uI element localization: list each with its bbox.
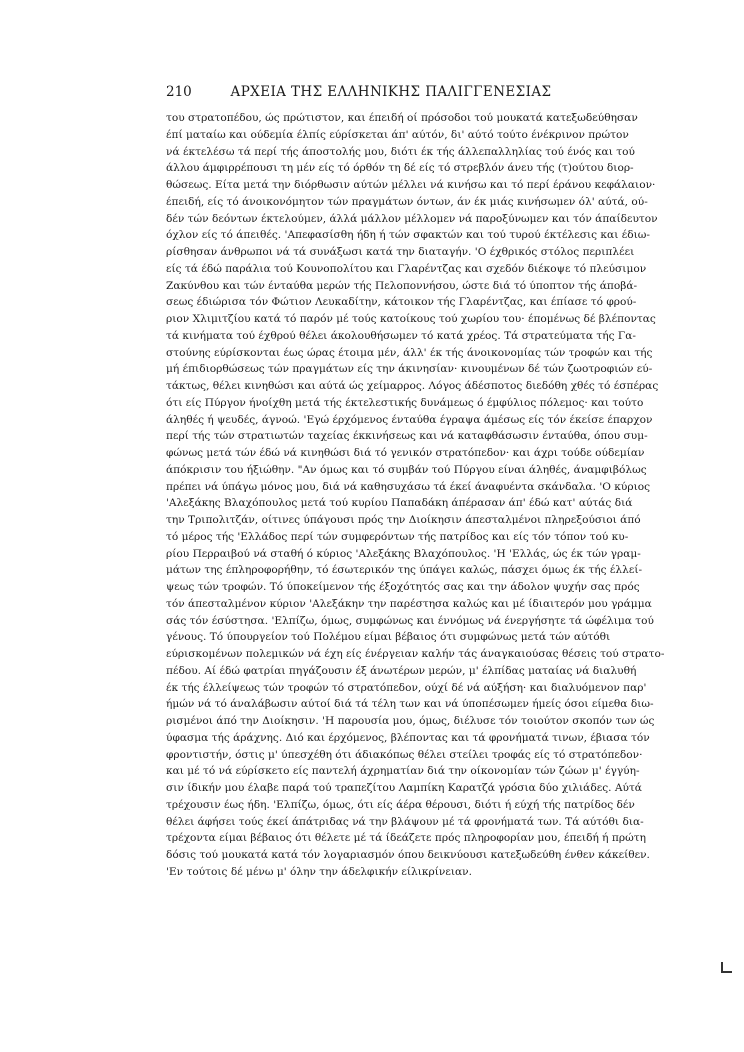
text-line: ρίου Περραιβού νά σταθή ό κύριος 'Αλεξάκης Βλαχόπουλος. 'Η 'Ελλάς, ώς έκ τών γραμ- [166, 547, 641, 560]
text-line: τρέχουσιν έως ήδη. 'Ελπίζω, όμως, ότι είς άέρα θέρουσι, διότι ή εύχή τής πατρίδος δέν [166, 798, 635, 811]
text-line: άλλου άμφιρρέπουσι τη μέν είς τό όρθόν τη δέ είς τό στρεβλόν άνευ τής (τ)ούτου διορ- [166, 162, 634, 175]
text-line: γένους. Τό ύπουργείον τού Πολέμου είμαι βέβαιος ότι συμφώνως μετά τών αύτόθι [166, 631, 611, 644]
text-line: έπί ματαίω και ούδεμία έλπίς εύρίσκεται άπ' αύτόν, δι' αύτό τούτο ένέκρινον πρώτον [166, 128, 629, 141]
text-line: 'Εν τούτοις δέ μένω μ' όλην την άδελφικήν είλικρίνειαν. [166, 865, 472, 878]
corner-mark [721, 962, 732, 973]
text-line: όχλον είς τό άπειθές. 'Απεφασίσθη ήδη ή τών σφακτών και τού τυρού έκτέλεσις και έδιω- [166, 229, 650, 242]
text-line: ρισμένοι άπό την Διοίκησιν. 'Η παρουσία μου, όμως, διέλυσε τόν τοιούτον σκοπόν των ώς [166, 715, 655, 727]
text-line: είς τά έδώ παράλια τού Κουνοπολίτου και Γλαρέντζας και σχεδόν διέκοψε τό πλεύσιμον [166, 262, 647, 275]
text-line: ψεως τών τροφών. Τό ύποκείμενον τής έξοχότητός σας και την άδολον ψυχήν σας πρός [166, 581, 640, 593]
text-line: πρέπει νά ύπάγω μόνος μου, διά νά καθησυχάσω τά έκεί άναφυέντα σκάνδαλα. 'Ο κύριος [166, 480, 651, 493]
text-line: νά έκτελέσω τά περί τής άποστολής μου, διότι έκ τής άλλεπαλληλίας τού ένός και τού [166, 145, 635, 158]
text-line: ρίσθησαν άνθρωποι νά τά συνάξωσι κατά την διαταγήν. 'Ο έχθρικός στόλος περιπλέει [166, 246, 635, 258]
text-line: πέδου. Αί έδώ φατρίαι πηγάζουσιν έξ άνωτέρων μερών, μ' έλπίδας ματαίας νά διαλυθή [166, 664, 637, 677]
text-line: του στρατοπέδου, ώς πρώτιστον, και έπειδή οί πρόσοδοι τού μουκατά κατεξωδεύθησαν [166, 112, 638, 124]
text-line: περί τής τών στρατιωτών ταχείας έκκινήσεως και νά καταφθάσωσιν ένταύθα, όπου συμ- [166, 430, 648, 443]
text-line: άληθές ή ψευδές, άγνοώ. 'Εγώ έρχόμενος ένταύθα έγραψα άμέσως είς τόν έκείσε έπαρχον [166, 413, 653, 426]
text-line: τάκτως, θέλει κινηθώσι και αύτά ώς χείμαρρος. Λόγος άδέσποτος διεδόθη χθές τό έσπέρας [166, 380, 659, 392]
text-line: σεως έδιώρισα τόν Φώτιον Λευκαδίτην, κάτοικον τής Γλαρέντζας, και έπίασε τό φρού- [166, 296, 637, 309]
text-line: έπειδή, είς τό άνοικονόμητον τών πραγμάτων όντων, άν έκ μιάς κινήσωμεν όλ' αύτά, ού- [166, 195, 648, 208]
text-line: δέν τών δεόντων έκτελούμεν, άλλά μάλλον μέλλομεν νά παροξύνωμεν και τόν άπαίδευτον [166, 212, 658, 225]
text-line: εύρισκομένων πολεμικών νά έχη είς ένέργειαν καλήν τάς άναγκαιούσας θέσεις τού στρατο- [166, 648, 665, 660]
text-line: θώσεως. Είτα μετά την διόρθωσιν αύτών μέλλει νά κινήσω και τό περί έράνου κεφάλαιον· [166, 179, 656, 191]
text-line: φροντιστήν, όστις μ' ύπεσχέθη ότι άδιακόπως θέλει στείλει τροφάς είς τό στρατόπεδον· [166, 748, 643, 761]
text-line: μάτων της έπληροφορήθην, τό έσωτερικόν της ύπάγει καλώς, πάσχει όμως έκ τής έλλεί- [166, 564, 643, 577]
text-line: τό μέρος τής 'Ελλάδος περί τών συμφερόντων τής πατρίδος και είς τόν τόπον τού κυ- [166, 530, 629, 543]
text-line: σάς τόν έσύστησα. 'Ελπίζω, όμως, συμφώνως και έννόμως νά ένεργήσητε τά ώφέλιμα τού [166, 614, 654, 627]
text-line: στούνης εύρίσκονται έως ώρας έτοιμα μέν, άλλ' έκ τής άνοικονομίας τών τροφών και τής [166, 346, 653, 359]
text-line: έκ τής έλλείψεως τών τροφών τό στρατόπεδον, ούχί δέ νά αύξήση· και διαλυόμενον παρ' [166, 681, 647, 694]
text-line: ριον Χλιμιτζίου κατά τό παρόν μέ τούς κατοίκους τού χωρίου του· έπομένως δέ βλέποντας [166, 313, 656, 325]
text-line: ύφασμα τής άράχνης. Διό και έρχόμενος, βλέποντας και τά φρονήματά τινων, έβιασα τόν [166, 731, 650, 744]
page-header [166, 82, 576, 102]
text-line: δόσις τού μουκατά κατά τόν λογαριασμόν όπου δεικνύουσι κατεξωδεύθη ένθεν κάκείθεν. [166, 849, 650, 861]
text-line: φώνως μετά τών έδώ νά κινηθώσι διά τό γενικόν στρατόπεδον· και άχρι τούδε ούδεμίαν [166, 447, 645, 459]
text-line: Ζακύνθου και τών ένταύθα μερών τής Πελοποννήσου, ώστε διά τό ύποπτον τής άποβά- [166, 279, 638, 292]
text-line: τρέχοντα είμαι βέβαιος ότι θέλετε μέ τά ίδεάζετε πρός πληροφορίαν μου, έπειδή ή πρώτη [166, 832, 646, 845]
text-line: τόν άπεσταλμένον κύριον 'Αλεξάκην την παρέστησα καλώς και μέ ίδιαιτερόν μου γράμμα [166, 597, 652, 610]
text-line: τά κινήματα τού έχθρού θέλει άκολουθήσωμεν τό κατά χρέος. Τά στρατεύματα τής Γα- [166, 329, 636, 342]
text-line: την Τριπολιτζάν, οίτινες ύπάγουσι πρός την Διοίκησιν άπεσταλμένοι πληρεξούσιοι άπό [166, 514, 641, 526]
text-line: ήμών νά τό άναλάβωσιν αύτοί διά τά τέλη των και νά ύποπέσωμεν ήμείς όσοι είμεθα διω- [166, 698, 654, 711]
text-line: θέλει άφήσει τούς έκεί άπάτριδας νά την βλάψουν μέ τά φρονήματά των. Τά αύτόθι δια- [166, 815, 644, 828]
text-line: άπόκρισιν του ήξιώθην. "Αν όμως και τό συμβάν τού Πύργου είναι άληθές, άναμφιβόλως [166, 463, 647, 476]
text-line: μή έπιδιορθώσεως τών πραγμάτων είς την άκινησίαν· κινουμένων δέ τών ζωοτροφιών εύ- [166, 363, 653, 376]
text-line: ότι είς Πύργον ήνοίχθη μετά τής έκτελεστικής δυνάμεως ό έμφύλιος πόλεμος· και τούτο [166, 396, 644, 409]
text-line: σιν ίδικήν μου έλαβε παρά τού τραπεζίτου Λαμπίκη Καρατζά γρόσια δύο χιλιάδες. Αύτά [166, 782, 642, 794]
body-text [166, 110, 665, 881]
running-title: ΑΡΧΕΙΑ ΤΗΣ ΕΛΛΗΝΙΚΗΣ ΠΑΛΙΓΓΕΝΕΣΙΑΣ [230, 84, 552, 100]
text-line: και μέ τό νά εύρίσκετο είς παντελή άχρηματίαν διά την οίκονομίαν τών ζώων μ' έγγύη- [166, 765, 640, 778]
text-line: 'Αλεξάκης Βλαχόπουλος μετά τού κυρίου Παπαδάκη άπέρασαν άπ' έδώ κατ' αύτάς διά [166, 497, 633, 510]
page-number: 210 [166, 84, 192, 100]
